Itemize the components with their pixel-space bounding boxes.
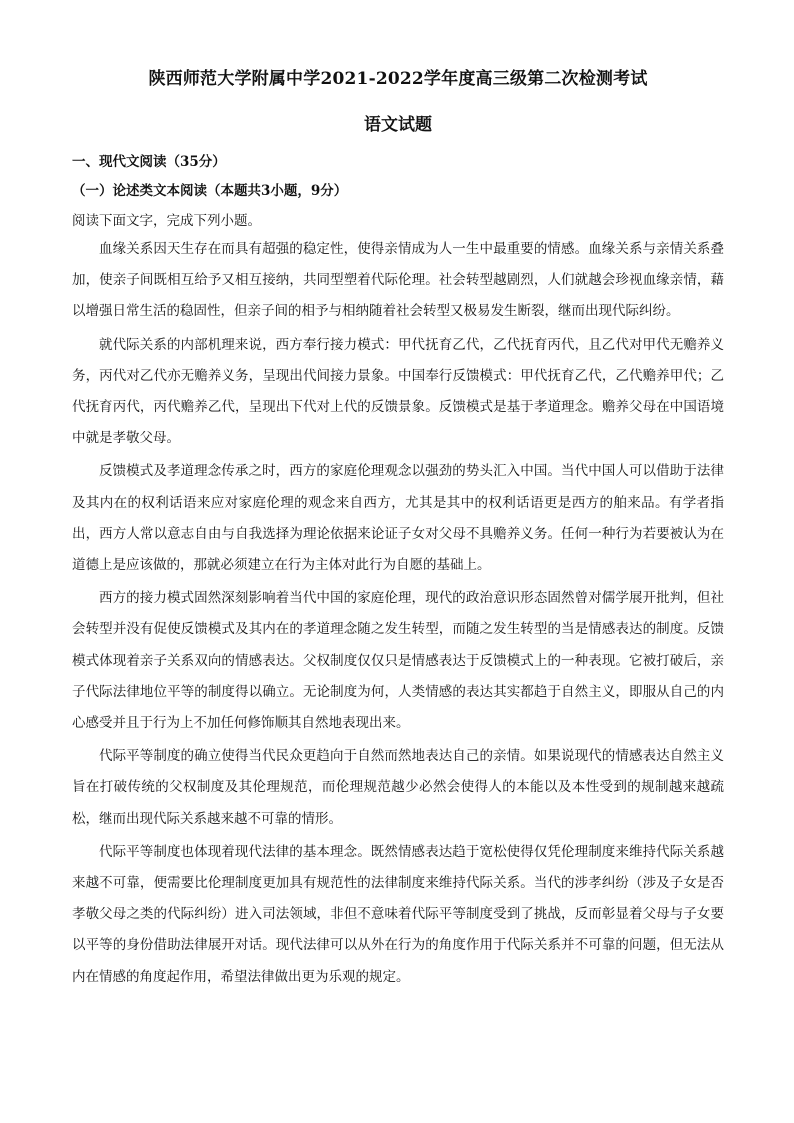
exam-title: 陕西师范大学附属中学2021-2022学年度高三级第二次检测考试 bbox=[148, 69, 648, 89]
passage-paragraph-6: 代际平等制度也体现着现代法律的基本理念。既然情感表达趋于宽松使得仅凭伦理制度来维持代际关系越来越不可靠，便需要比伦理制度更加具有规范性的法律制度来维持代际关系。当代的涉孝纠纷（涉及子女是否孝敬父母之类的代际纠纷）进入司法领域，非但不意味着代际平等制度受到了挑战，反而彰显着父母与子女要以平等的身份借助法律展开对话。现代法律可以从外在行为的角度作用于代际关系并不可靠的问题，但无法从内在情感的角度起作用，希望法律做出更为乐观的规定。 bbox=[72, 843, 724, 985]
reading-instruction: 阅读下面文字，完成下列小题。 bbox=[72, 213, 261, 229]
passage-paragraph-2: 就代际关系的内部机理来说，西方奉行接力模式：甲代抚育乙代，乙代抚育丙代，且乙代对甲代无赡养义务，丙代对乙代亦无赡养义务，呈现出代间接力景象。中国奉行反馈模式：甲代抚育乙代，乙代赡养甲代；乙代抚育丙代，丙代赡养乙代，呈现出下代对上代的反馈景象。反馈模式是基于孝道理念。赡养父母在中国语境中就是孝敬父母。 bbox=[72, 336, 724, 447]
section-heading: 一、现代文阅读（35分） bbox=[72, 154, 226, 170]
exam-page bbox=[72, 66, 724, 993]
passage-paragraph-1: 血缘关系因天生存在而具有超强的稳定性，使得亲情成为人一生中最重要的情感。血缘关系与亲情关系叠加，使亲子间既相互给予又相互接纳，共同型塑着代际伦理。社会转型越剧烈，人们就越会珍视血缘亲情，藉以增强日常生活的稳固性，但亲子间的相予与相纳随着社会转型又极易发生断裂，继而出现代际纠纷。 bbox=[72, 241, 724, 320]
exam-subtitle: 语文试题 bbox=[364, 115, 432, 135]
passage-paragraph-3: 反馈模式及孝道理念传承之时，西方的家庭伦理观念以强劲的势头汇入中国。当代中国人可以借助于法律及其内在的权利话语来应对家庭伦理的观念来自西方，尤其是其中的权利话语更是西方的舶来品。有学者指出，西方人常以意志自由与自我选择为理论依据来论证子女对父母不具赡养义务。任何一种行为若要被认为在道德上是应该做的，那就必须建立在行为主体对此行为自愿的基础上。 bbox=[72, 463, 724, 574]
passage-paragraph-5: 代际平等制度的确立使得当代民众更趋向于自然而然地表达自己的亲情。如果说现代的情感表达自然主义旨在打破传统的父权制度及其伦理规范，而伦理规范越少必然会使得人的本能以及本性受到的规制越来越疏松，继而出现代际关系越来越不可靠的情形。 bbox=[72, 748, 724, 827]
passage-paragraph-4: 西方的接力模式固然深刻影响着当代中国的家庭伦理，现代的政治意识形态固然曾对儒学展开批判，但社会转型并没有促使反馈模式及其内在的孝道理念随之发生转型，而随之发生转型的当是情感表达的制度。反馈模式体现着亲子关系双向的情感表达。父权制度仅仅只是情感表达于反馈模式上的一种表现。它被打破后，亲子代际法律地位平等的制度得以确立。无论制度为何，人类情感的表达其实都趋于自然主义，即服从自己的内心感受并且于行为上不加任何修饰顺其自然地表现出来。 bbox=[72, 590, 724, 732]
passage-body bbox=[72, 234, 724, 993]
subsection-heading: （一）论述类文本阅读（本题共3小题，9分） bbox=[72, 183, 348, 199]
